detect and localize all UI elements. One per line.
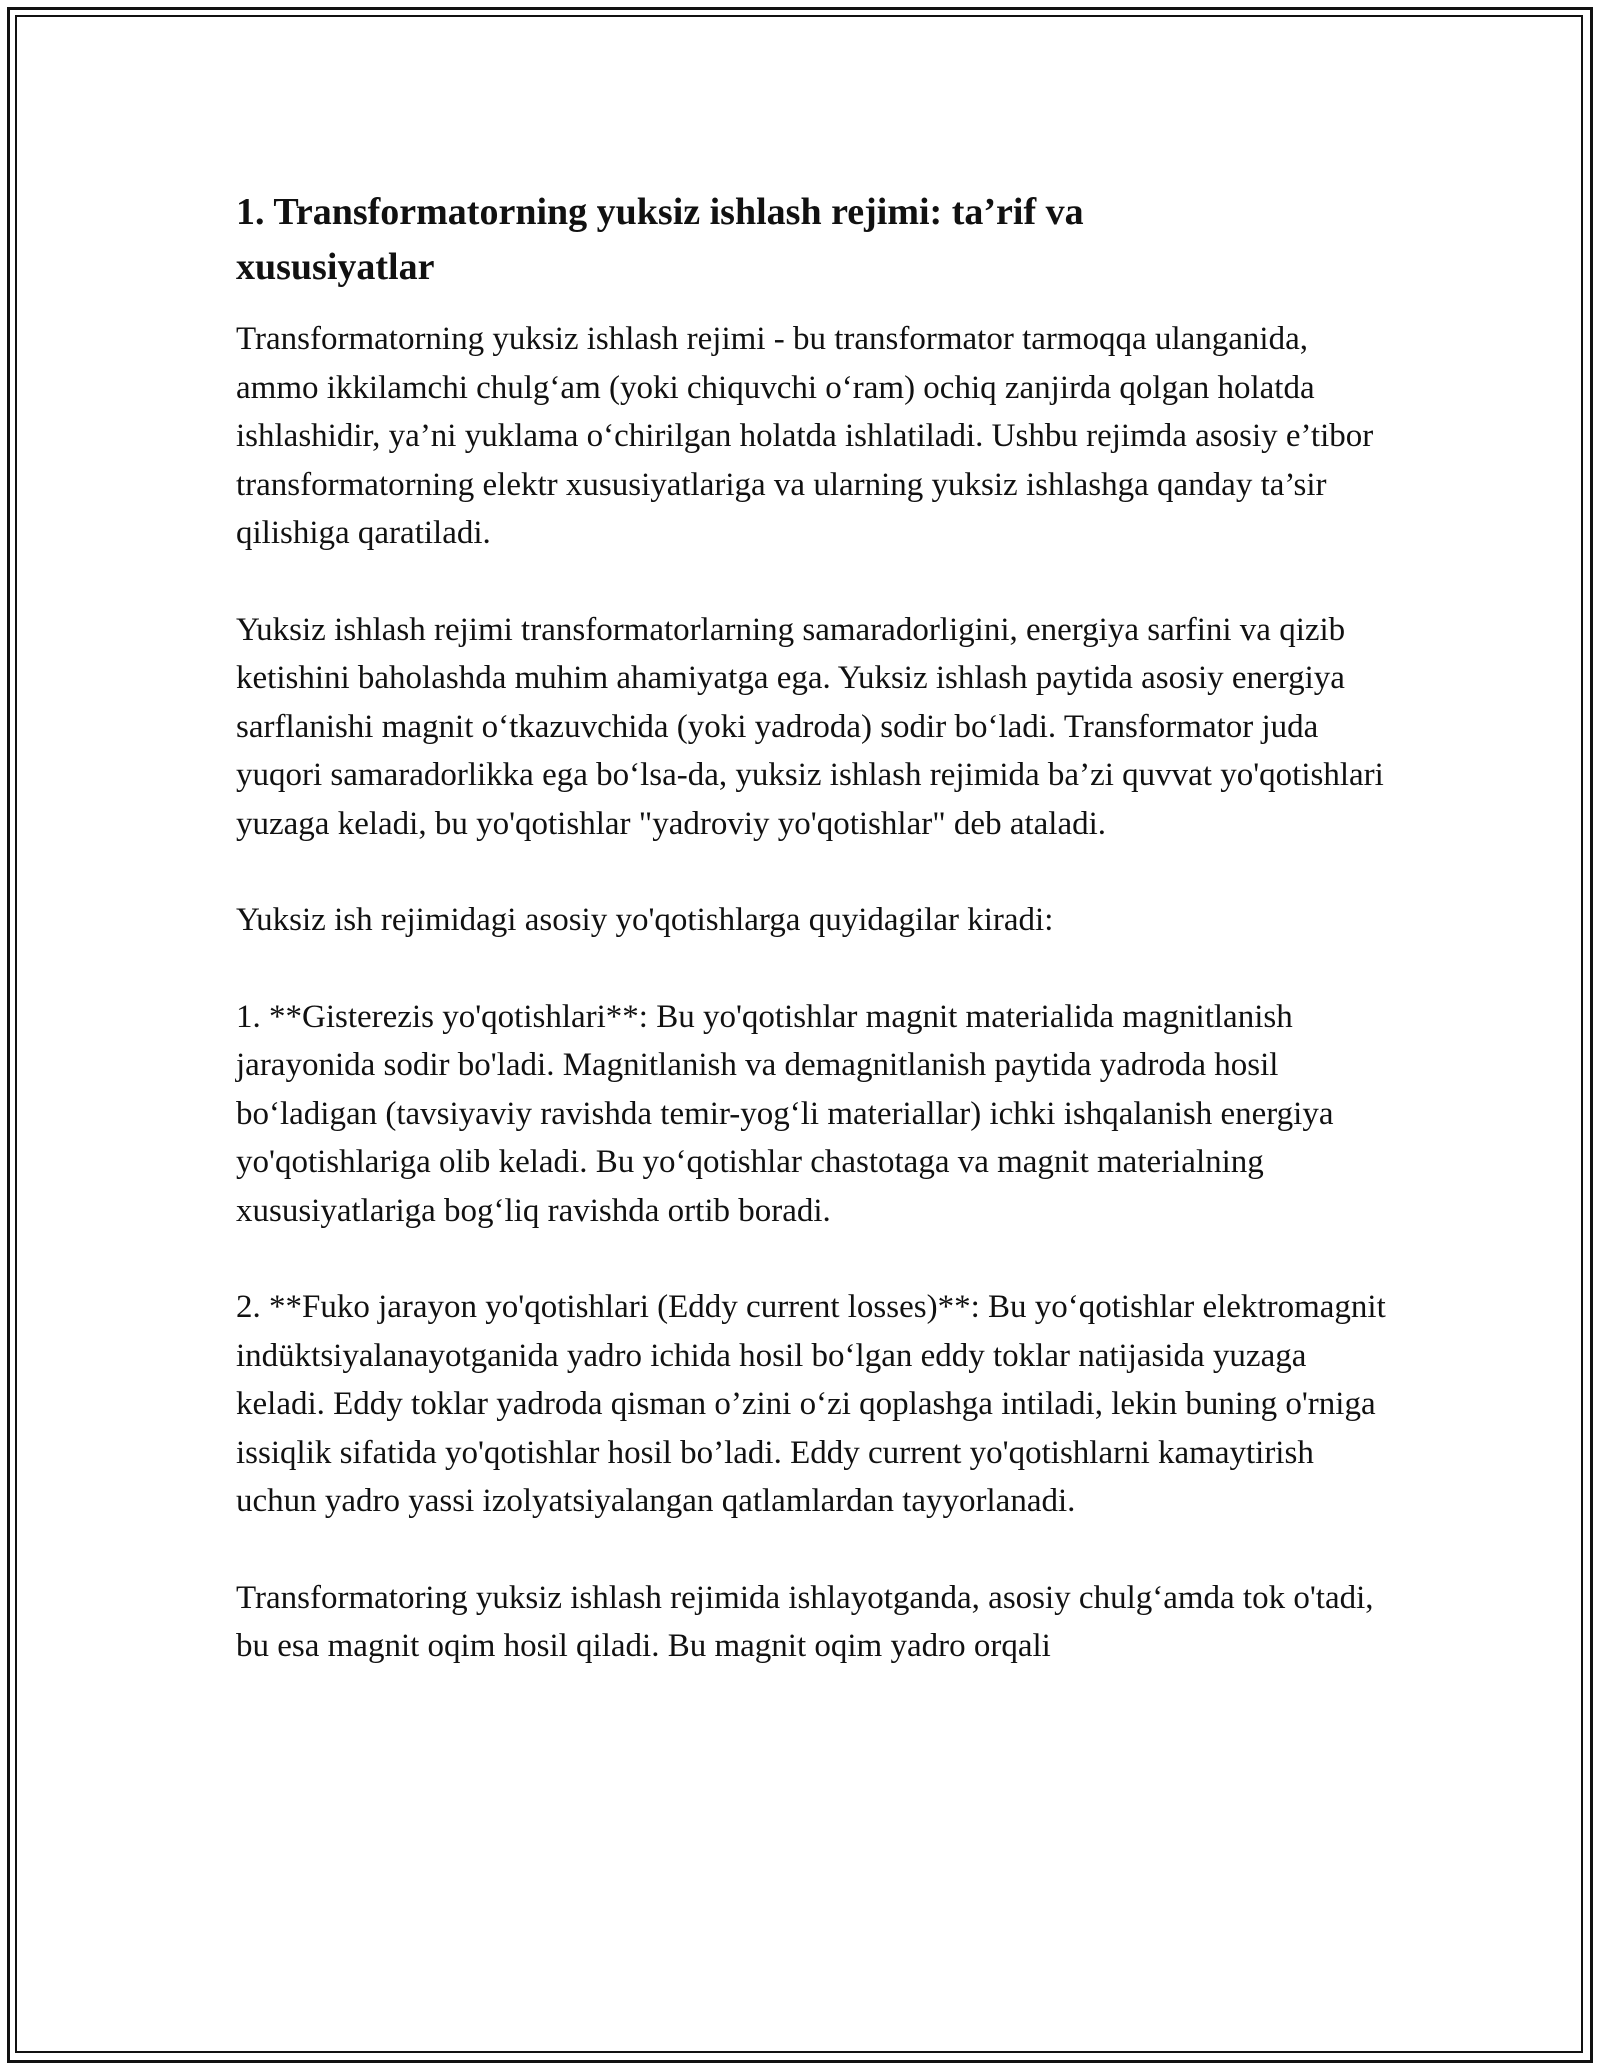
- document-body: [236, 185, 1386, 1671]
- section-heading: 1. Transformatorning yuksiz ishlash rejimi: ta’rif va xususiyatlar: [236, 191, 1084, 288]
- paragraph-hysteresis-losses: 1. **Gisterezis yo'qotishlari**: Bu yo'qotishlar magnit materialida magnitlanish jarayonida sodir bo'ladi. Magnitlanish va demagnitlanish paytida yadroda hosil bo‘ladigan (tavsiyaviy ravishda temir-yog‘li materiallar) ichki ishqalanish energiya yo'qotishlariga olib keladi. Bu yo‘qotishlar chastotaga va magnit materialning xususiyatlariga bog‘liq ravishda ortib boradi.: [236, 998, 1334, 1229]
- paragraph-operation: Transformatoring yuksiz ishlash rejimida ishlayotganda, asosiy chulg‘amda tok o'tadi, bu esa magnit oqim hosil qiladi. Bu magnit oqim yadro orqali: [236, 1579, 1374, 1664]
- paragraph-importance: Yuksiz ishlash rejimi transformatorlarning samaradorligini, energiya sarfini va qizib ketishini baholashda muhim ahamiyatga ega. Yuksiz ishlash paytida asosiy energiya sarflanishi magnit o‘tkazuvchida (yoki yadroda) sodir bo‘ladi. Transformator juda yuqori samaradorlikka ega bo‘lsa-da, yuksiz ishlash rejimida ba’zi quvvat yo'qotishlari yuzaga keladi, bu yo'qotishlar "yadroviy yo'qotishlar" deb ataladi.: [236, 611, 1384, 842]
- paragraph-definition: Transformatorning yuksiz ishlash rejimi - bu transformator tarmoqqa ulanganida, ammo ikkilamchi chulg‘am (yoki chiquvchi o‘ram) ochiq zanjirda qolgan holatda ishlashidir, ya’ni yuklama o‘chirilgan holatda ishlatiladi. Ushbu rejimda asosiy e’tibor transformatorning elektr xususiyatlariga va ularning yuksiz ishlashga qanday ta’sir qilishiga qaratiladi.: [236, 321, 1374, 551]
- paragraph-eddy-current-losses: 2. **Fuko jarayon yo'qotishlari (Eddy current losses)**: Bu yo‘qotishlar elektromagnit indüktsiyalanayotganida yadro ichida hosil bo‘lgan eddy toklar natijasida yuzaga keladi. Eddy toklar yadroda qisman o’zini o‘zi qoplashga intiladi, lekin buning o'rniga issiqlik sifatida yo'qotishlar hosil bo’ladi. Eddy current yo'qotishlarni kamaytirish uchun yadro yassi izolyatsiyalangan qatlamlardan tayyorlanadi.: [236, 1289, 1386, 1519]
- paragraph-loss-intro: Yuksiz ish rejimidagi asosiy yo'qotishlarga quyidagilar kiradi:: [236, 902, 1054, 938]
